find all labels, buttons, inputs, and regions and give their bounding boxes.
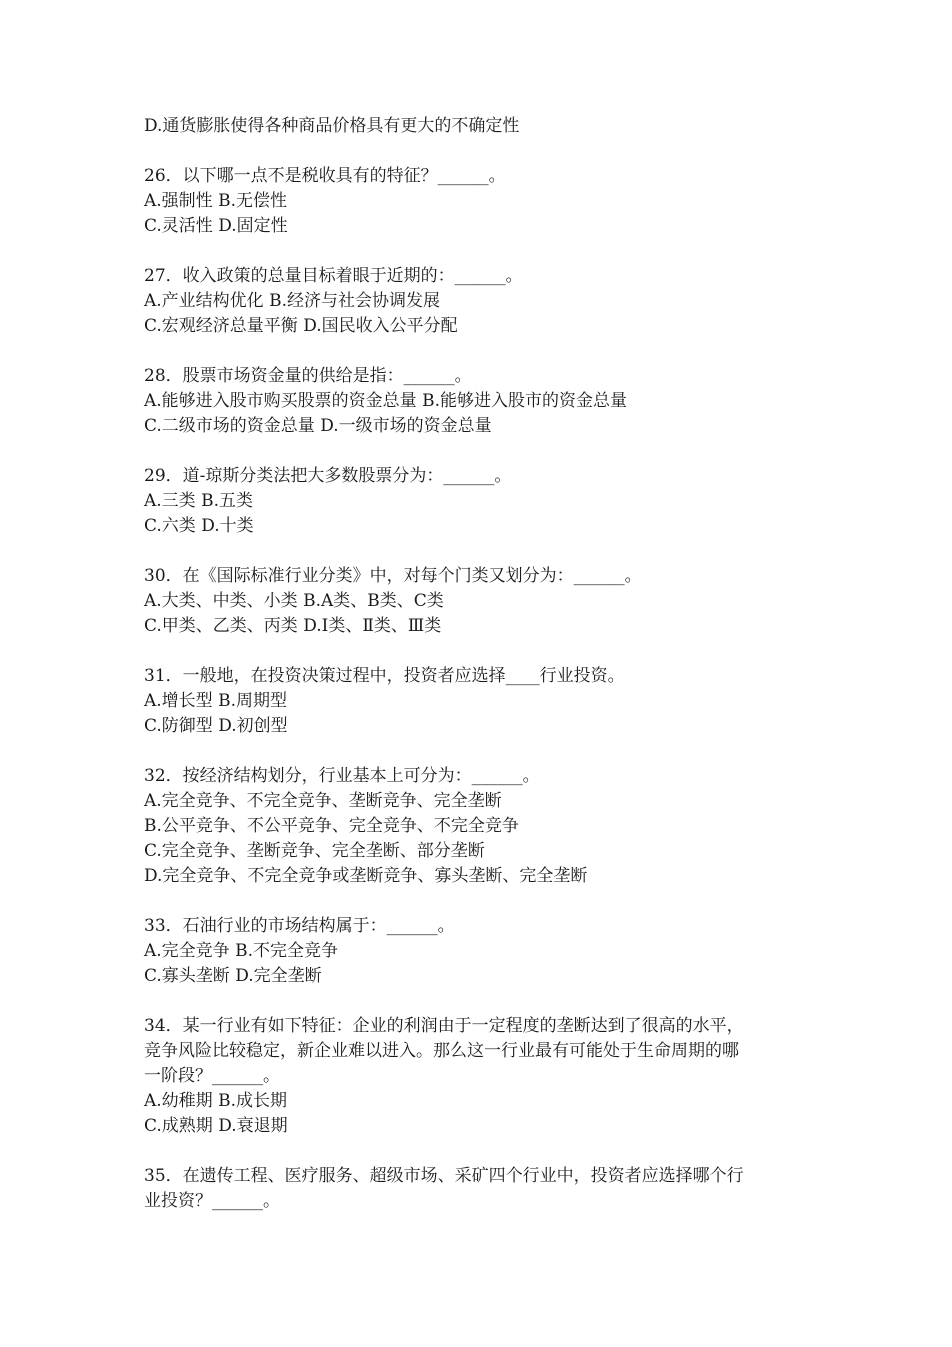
text-line: D.通货膨胀使得各种商品价格具有更大的不确定性 (144, 116, 520, 136)
option-line: A.三类 B.五类 (144, 491, 253, 511)
document-page (144, 114, 824, 1214)
question-32: 32．按经济结构划分，行业基本上可分为：______。 (144, 766, 540, 786)
question-27: 27．收入政策的总量目标着眼于近期的：______。 (144, 266, 523, 286)
option-line: C.甲类、乙类、丙类 D.Ⅰ类、Ⅱ类、Ⅲ类 (144, 616, 442, 636)
option-line: A.大类、中类、小类 B.A类、B类、C类 (144, 591, 444, 611)
option-line: A.能够进入股市购买股票的资金总量 B.能够进入股市的资金总量 (144, 391, 627, 411)
option-line: C.成熟期 D.衰退期 (144, 1116, 288, 1136)
question-29: 29．道-琼斯分类法把大多数股票分为：______。 (144, 466, 512, 486)
option-line: B.公平竞争、不公平竞争、完全竞争、不完全竞争 (144, 816, 519, 836)
option-line: C.宏观经济总量平衡 D.国民收入公平分配 (144, 316, 458, 336)
option-line: A.强制性 B.无偿性 (144, 191, 287, 211)
blank-line (144, 989, 824, 1014)
question-28: 28．股票市场资金量的供给是指：______。 (144, 366, 472, 386)
question-30: 30．在《国际标准行业分类》中，对每个门类又划分为：______。 (144, 566, 642, 586)
option-line: A.增长型 B.周期型 (144, 691, 287, 711)
option-line: D.完全竞争、不完全竞争或垄断竞争、寡头垄断、完全垄断 (144, 866, 588, 886)
blank-line (144, 1139, 824, 1164)
option-line: C.六类 D.十类 (144, 516, 254, 536)
blank-line (144, 739, 824, 764)
option-line: A.幼稚期 B.成长期 (144, 1091, 287, 1111)
question-31: 31．一般地，在投资决策过程中，投资者应选择____行业投资。 (144, 666, 625, 686)
question-34-continued: 一阶段？______。 (144, 1066, 280, 1086)
question-33: 33．石油行业的市场结构属于：______。 (144, 916, 455, 936)
blank-line (144, 889, 824, 914)
option-line: C.灵活性 D.固定性 (144, 216, 288, 236)
blank-line (144, 339, 824, 364)
question-35: 35．在遗传工程、医疗服务、超级市场、采矿四个行业中，投资者应选择哪个行 (144, 1166, 744, 1186)
blank-line (144, 639, 824, 664)
option-line: C.防御型 D.初创型 (144, 716, 288, 736)
question-35-continued: 业投资？______。 (144, 1191, 280, 1211)
question-34-continued: 竞争风险比较稳定，新企业难以进入。那么这一行业最有可能处于生命周期的哪 (144, 1041, 739, 1061)
option-line: A.完全竞争 B.不完全竞争 (144, 941, 338, 961)
blank-line (144, 539, 824, 564)
question-34: 34．某一行业有如下特征：企业的利润由于一定程度的垄断达到了很高的水平， (144, 1016, 744, 1036)
blank-line (144, 439, 824, 464)
option-line: A.完全竞争、不完全竞争、垄断竞争、完全垄断 (144, 791, 502, 811)
blank-line (144, 139, 824, 164)
option-line: A.产业结构优化 B.经济与社会协调发展 (144, 291, 440, 311)
option-line: C.二级市场的资金总量 D.一级市场的资金总量 (144, 416, 492, 436)
question-26: 26．以下哪一点不是税收具有的特征？______。 (144, 166, 506, 186)
option-line: C.完全竞争、垄断竞争、完全垄断、部分垄断 (144, 841, 485, 861)
option-line: C.寡头垄断 D.完全垄断 (144, 966, 322, 986)
blank-line (144, 239, 824, 264)
